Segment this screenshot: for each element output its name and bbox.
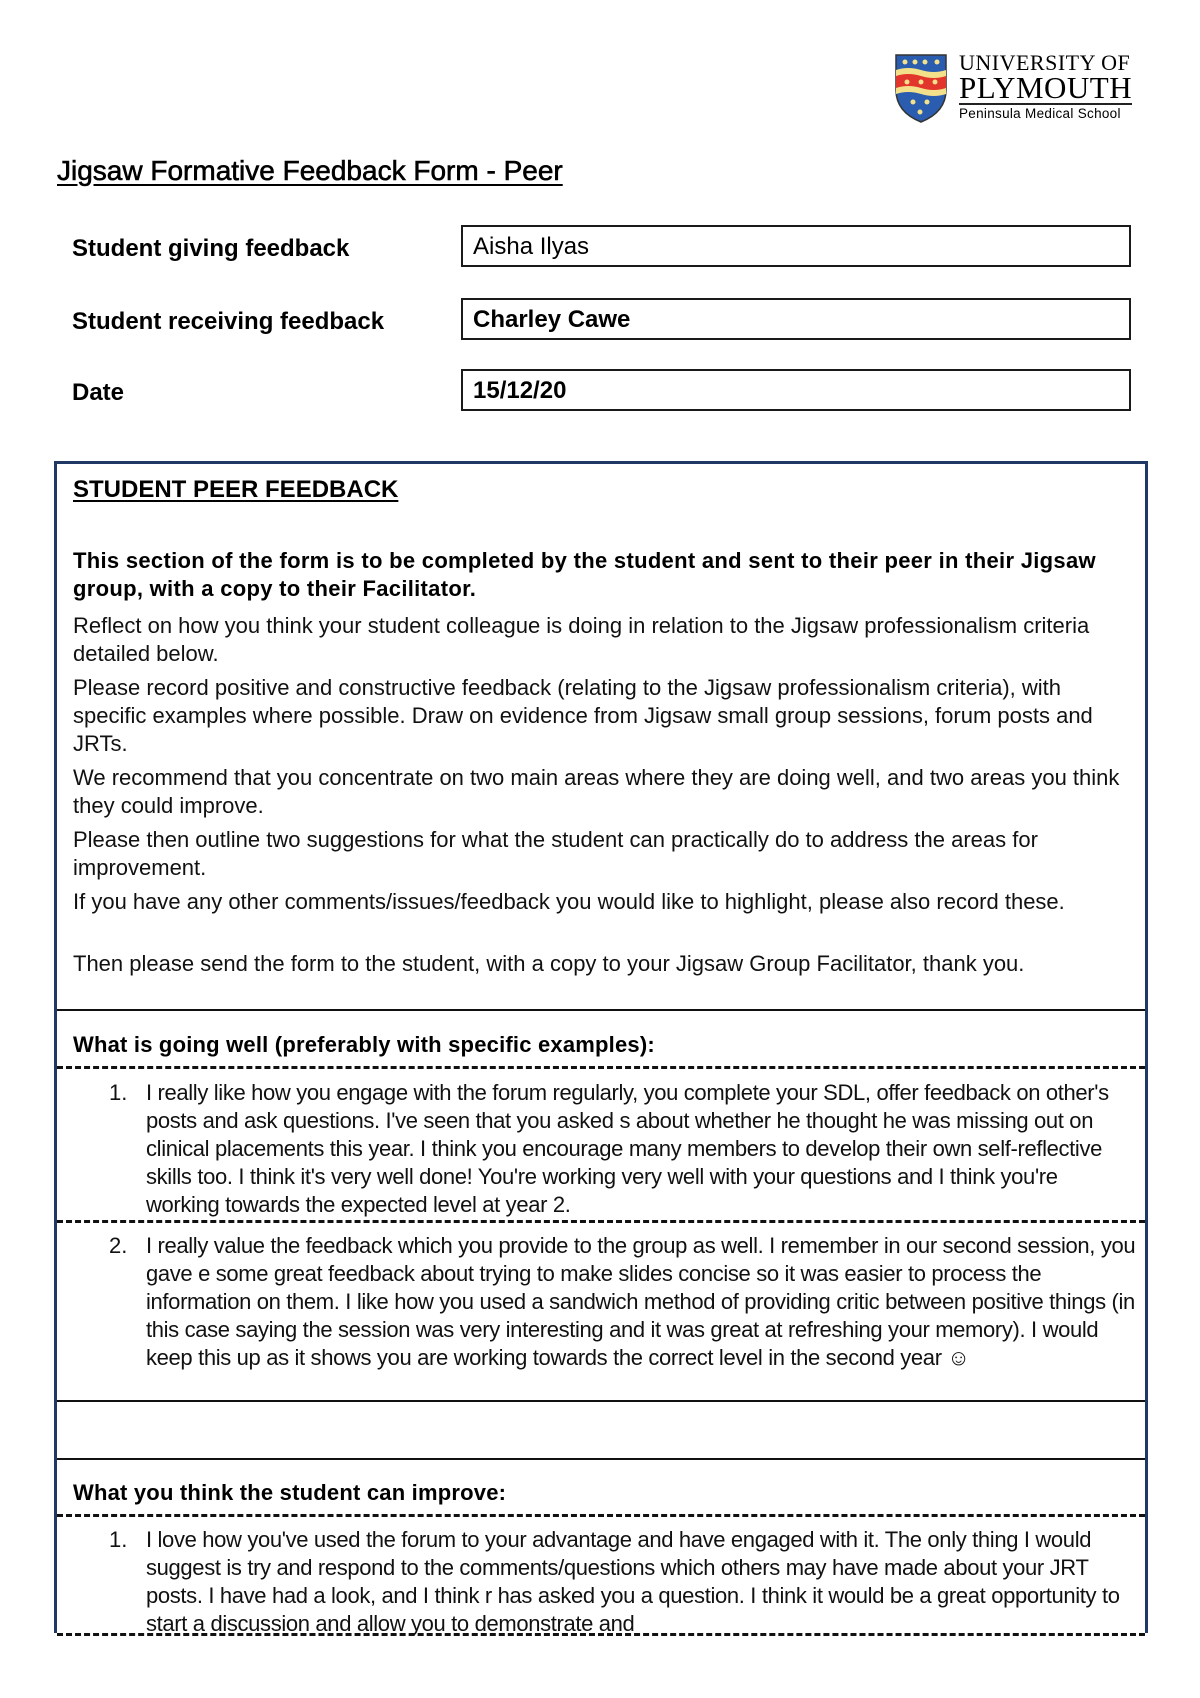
field-row-giving <box>72 225 1152 273</box>
university-logo <box>893 52 1155 128</box>
university-crest-icon <box>893 52 949 124</box>
intro-paragraph: We recommend that you concentrate on two main areas where they are doing well, and two areas you think they could improve. <box>73 765 1120 818</box>
divider <box>57 1458 1145 1460</box>
dashed-divider-bottom <box>57 1633 1145 1636</box>
dashed-divider <box>57 1514 1145 1517</box>
item-text[interactable]: I really value the feedback which you provide to the group as well. I remember in our second session, you gave e some great feedback about trying to make slides concise so it was easier to process the information on them. I like how you used a sandwich method of providing critic between positive things (in this case saying the session was very interesting and it was great at refreshing your memory). I would keep this up as it shows you are working towards the correct level in the second year ☺ <box>146 1233 1136 1370</box>
field-label-date: Date <box>72 379 125 406</box>
student-peer-feedback-panel <box>54 461 1148 1636</box>
logo-wordmark <box>959 52 1132 123</box>
intro-paragraph: Reflect on how you think your student colleague is doing in relation to the Jigsaw professionalism criteria detailed below. <box>73 613 1090 666</box>
intro-paragraph: Then please send the form to the student, with a copy to your Jigsaw Group Facilitator, thank you. <box>73 951 1025 976</box>
field-row-date <box>72 369 1152 417</box>
intro-paragraph: If you have any other comments/issues/feedback you would like to highlight, please also record these. <box>73 889 1065 914</box>
logo-line-1: UNIVERSITY OF <box>959 50 1131 75</box>
dashed-divider <box>57 1220 1145 1223</box>
logo-line-3: Peninsula Medical School <box>959 106 1121 121</box>
divider <box>57 1009 1145 1011</box>
intro-instructions-bold: This section of the form is to be completed by the student and sent to their peer in their Jigsaw group, with a copy to their Facilitator. <box>73 548 1096 601</box>
intro-paragraph: Please record positive and constructive feedback (relating to the Jigsaw professionalism criteria), with specific examples where possible. Draw on evidence from Jigsaw small group sessions, forum posts and JRTs. <box>73 675 1093 756</box>
section-title: STUDENT PEER FEEDBACK <box>73 476 399 503</box>
intro-paragraph: Please then outline two suggestions for what the student can practically do to address the areas for improvement. <box>73 827 1038 880</box>
item-number: 1. <box>109 1080 128 1105</box>
logo-line-2: PLYMOUTH <box>959 70 1133 105</box>
page-title: Jigsaw Formative Feedback Form - Peer <box>57 155 563 186</box>
date-field[interactable]: 15/12/20 <box>461 369 1131 411</box>
student-receiving-field[interactable]: Charley Cawe <box>461 298 1131 340</box>
improve-heading: What you think the student can improve: <box>73 1480 507 1505</box>
item-number: 2. <box>109 1233 128 1258</box>
field-row-receiving <box>72 298 1152 346</box>
field-label-receiving: Student receiving feedback <box>72 308 385 335</box>
dashed-divider <box>57 1066 1145 1069</box>
item-text[interactable]: I really like how you engage with the forum regularly, you complete your SDL, offer feedback on other's posts and ask questions. I've seen that you asked s about whether he thought he was missing out on clinical placements this year. I think you encourage many members to develop their own self-reflective skills too. I think it's very well done! You're working very well with your questions and I think you're working towards the expected level at year 2. <box>146 1080 1109 1217</box>
item-text[interactable]: I love how you've used the forum to your advantage and have engaged with it. The only thing I would suggest is try and respond to the comments/questions which others may have made about your JRT posts. I have had a look, and I think r has asked you a question. I think it would be a great opportunity to start a discussion and allow you to demonstrate and <box>146 1527 1120 1636</box>
divider <box>57 1400 1145 1402</box>
field-label-giving: Student giving feedback <box>72 235 350 262</box>
student-giving-field[interactable]: Aisha Ilyas <box>461 225 1131 267</box>
item-number: 1. <box>109 1527 128 1552</box>
going-well-heading: What is going well (preferably with specific examples): <box>73 1032 655 1057</box>
